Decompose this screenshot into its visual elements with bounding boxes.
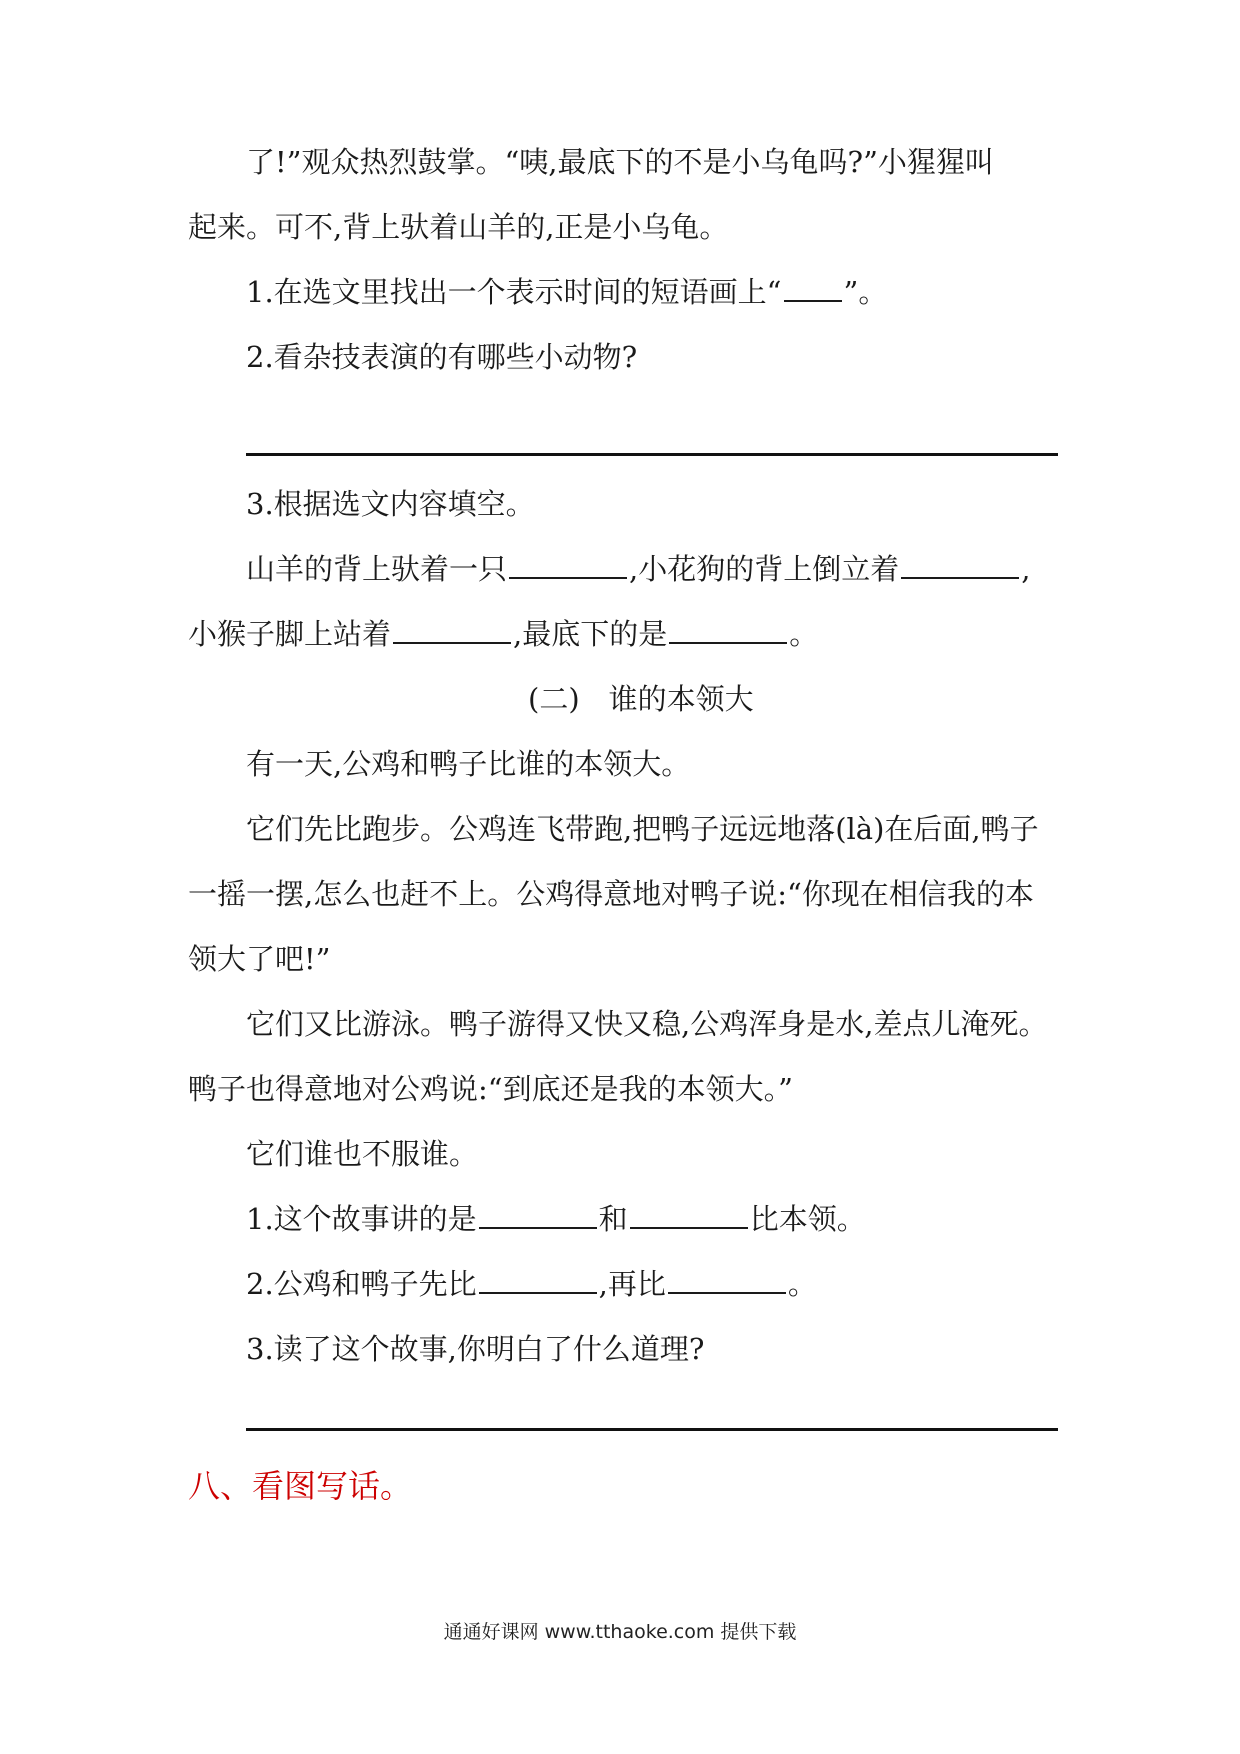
fill-b3: 。 [789,617,819,651]
answer-blank[interactable] [630,1199,748,1229]
question1-1-end: ”。 [843,275,888,309]
answer-blank[interactable] [393,614,511,644]
question1-1-text: 1.在选文里找出一个表示时间的短语画上“ [246,275,782,309]
passage1-line1: 了!”观众热烈鼓掌。“咦,最底下的不是小乌龟吗?”小猩猩叫 [246,145,994,179]
question1-2: 2.看杂技表演的有哪些小动物? [246,340,638,374]
answer-blank[interactable] [479,1264,597,1294]
passage2-p1: 有一天,公鸡和鸭子比谁的本领大。 [246,747,691,781]
question1-3: 3.根据选文内容填空。 [246,487,535,521]
answer-blank[interactable] [668,1264,786,1294]
question1-1 [246,272,887,312]
answer-blank[interactable] [901,549,1019,579]
question2-1-c: 比本领。 [749,1202,866,1236]
question2-3: 3.读了这个故事,你明白了什么道理? [246,1332,705,1366]
passage2-p3-line1: 它们又比游泳。鸭子游得又快又稳,公鸡浑身是水,差点儿淹死。 [246,1007,1048,1041]
footer-download-note: 通通好课网 www.tthaoke.com 提供下载 [443,1621,797,1643]
fill-b2: ,最底下的是 [513,617,668,651]
fill-line-a [246,549,1030,589]
passage2-p2-line1: 它们先比跑步。公鸡连飞带跑,把鸭子远远地落(là)在后面,鸭子 [246,812,1039,846]
answer-blank[interactable] [784,272,842,302]
passage2-title: (二) 谁的本领大 [528,682,754,716]
passage2-p2-line3: 领大了吧!” [188,942,331,976]
fill-line-b [188,614,818,654]
section8-title: 八、看图写话。 [188,1467,413,1505]
question2-2-b: ,再比 [598,1267,666,1301]
passage2-p3-line2: 鸭子也得意地对公鸡说:“到底还是我的本领大。” [188,1072,793,1106]
passage2-p2-line2: 一摇一摆,怎么也赶不上。公鸡得意地对鸭子说:“你现在相信我的本 [188,877,1034,911]
question2-1-b: 和 [598,1202,628,1236]
question2-2 [246,1264,817,1304]
answer-line-1[interactable] [246,453,1058,456]
question2-1 [246,1199,866,1239]
question2-2-c: 。 [787,1267,817,1301]
question2-2-a: 2.公鸡和鸭子先比 [246,1267,477,1301]
passage1-line2: 起来。可不,背上驮着山羊的,正是小乌龟。 [188,210,729,244]
question2-1-a: 1.这个故事讲的是 [246,1202,477,1236]
fill-a2: ,小花狗的背上倒立着 [629,552,900,586]
answer-line-2[interactable] [246,1428,1058,1431]
answer-blank[interactable] [509,549,627,579]
fill-b1: 小猴子脚上站着 [188,617,392,651]
fill-a1: 山羊的背上驮着一只 [246,552,508,586]
fill-a3: , [1021,552,1031,586]
answer-blank[interactable] [479,1199,597,1229]
passage2-p4: 它们谁也不服谁。 [246,1137,479,1171]
answer-blank[interactable] [669,614,787,644]
